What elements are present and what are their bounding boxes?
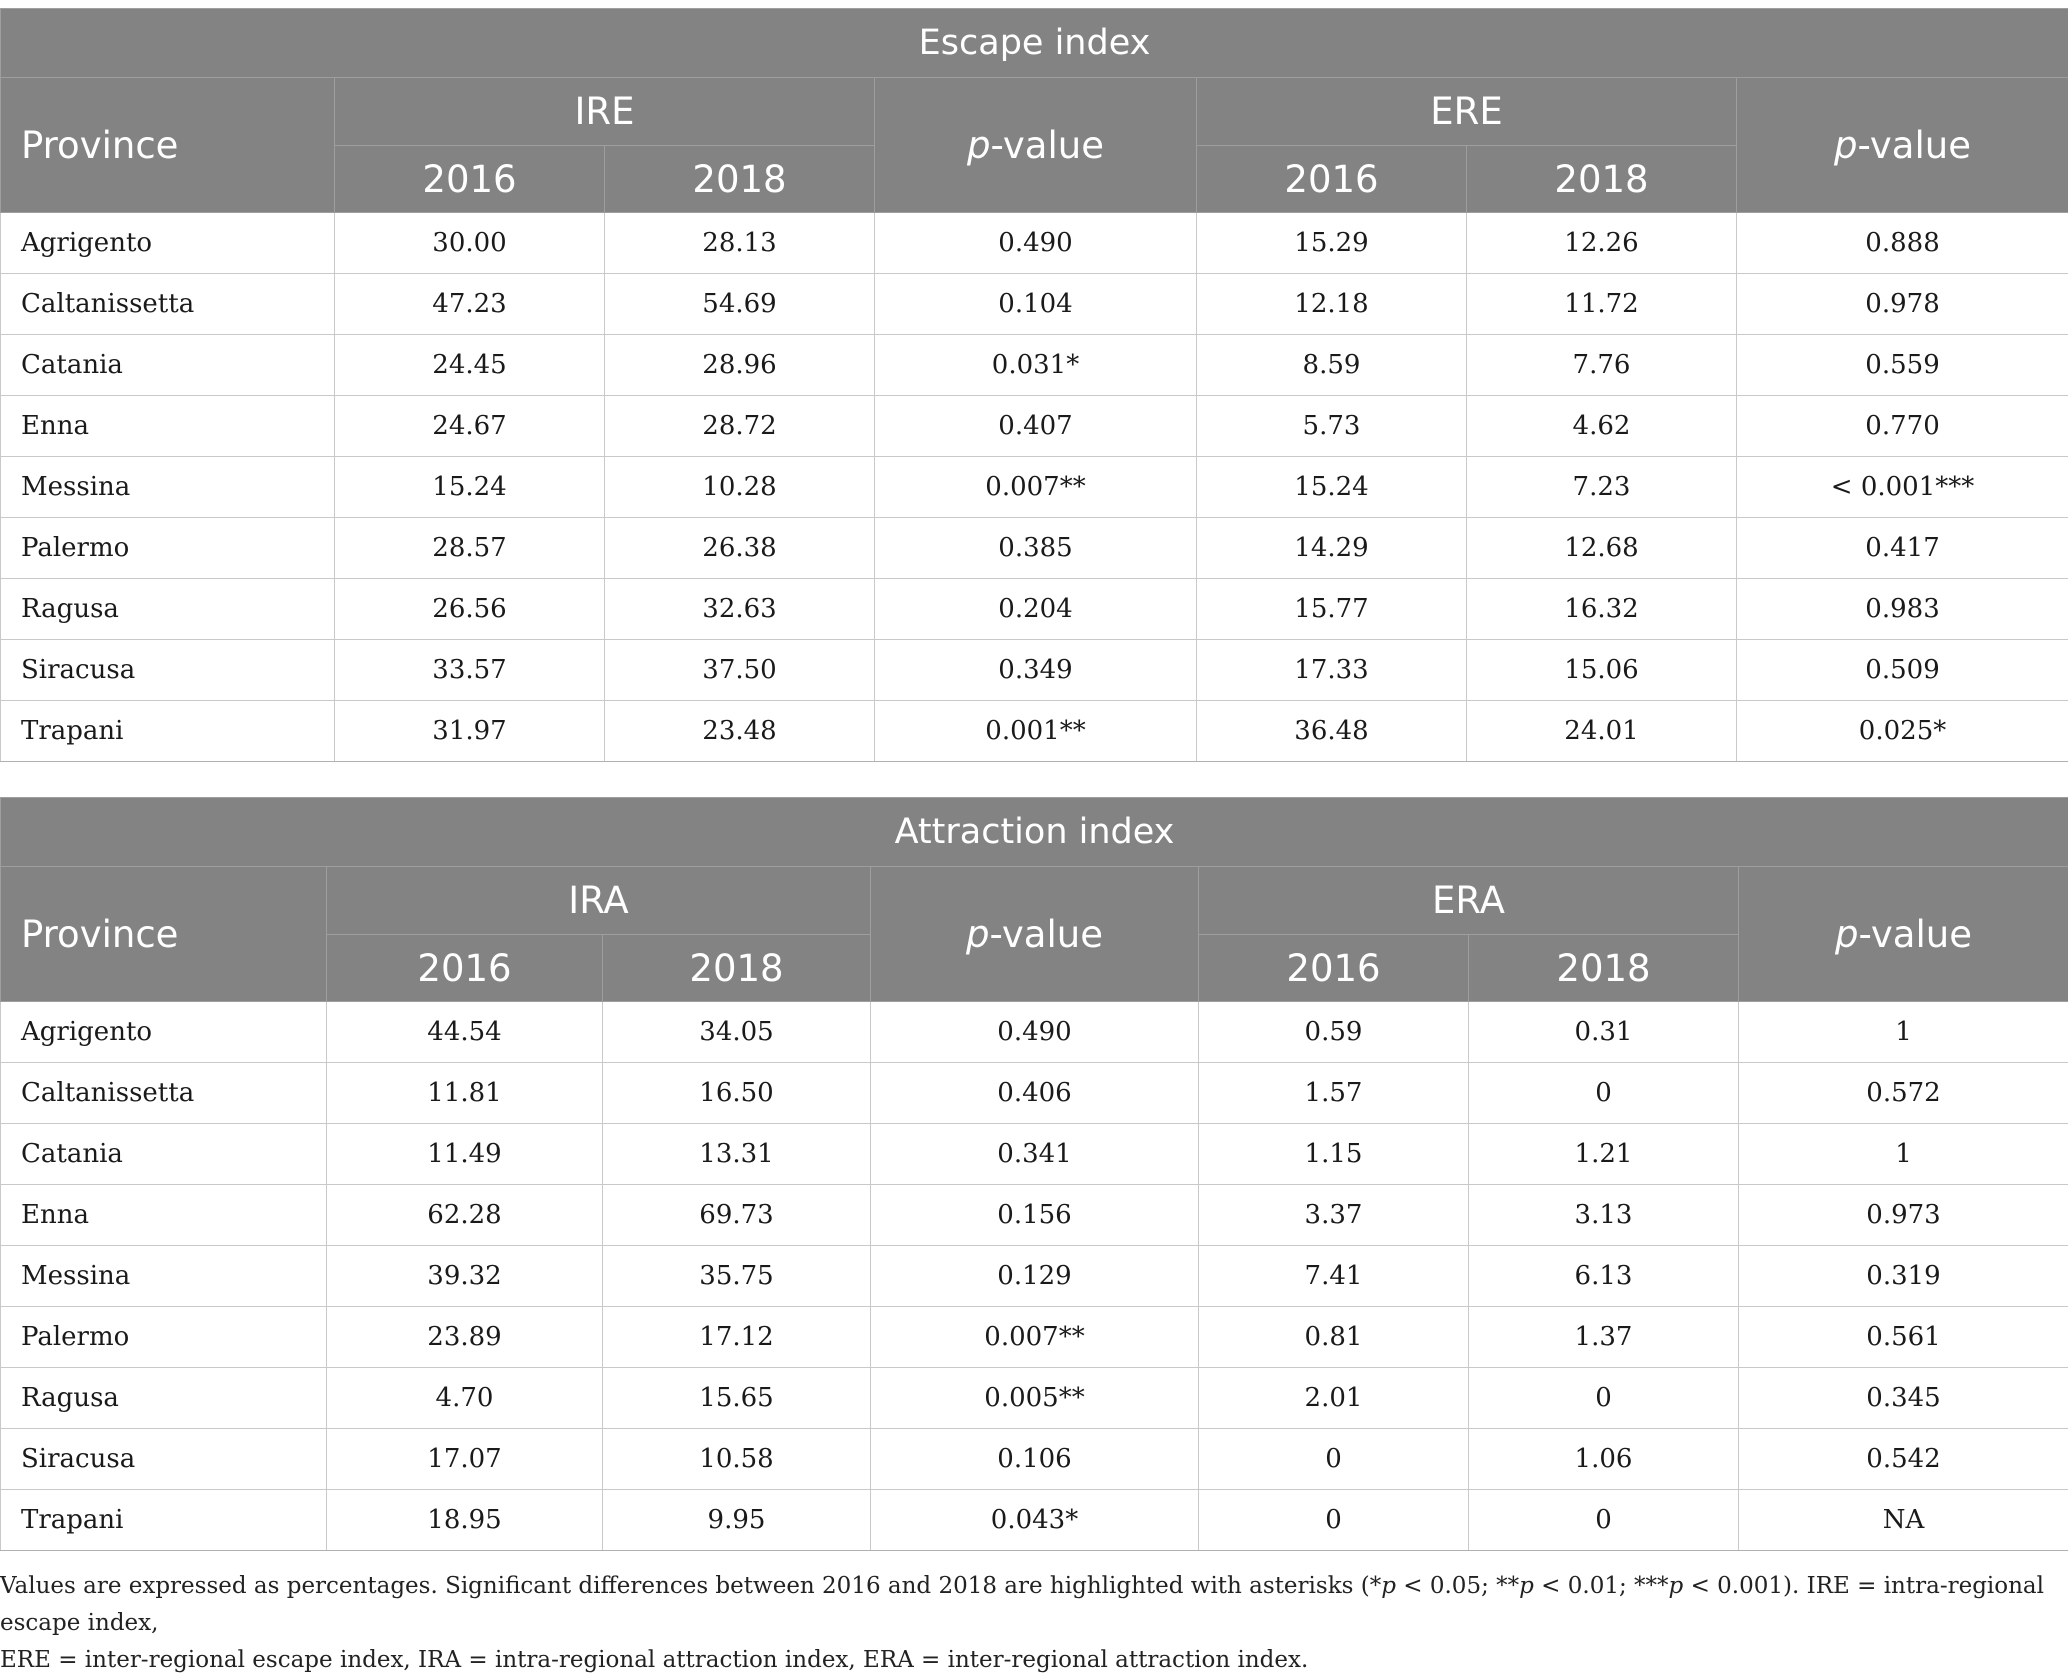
value-cell-2016: 0.59 <box>1199 1002 1469 1063</box>
value-cell-2016: 2.01 <box>1199 1368 1469 1429</box>
pvalue-cell: 0.106 <box>871 1429 1199 1490</box>
table-row <box>1 518 2068 579</box>
value-cell-2018: 35.75 <box>603 1246 871 1307</box>
province-cell: Enna <box>1 396 335 457</box>
value-cell-2018: 7.76 <box>1467 335 1737 396</box>
table-row <box>1 1246 2068 1307</box>
province-cell: Agrigento <box>1 213 335 274</box>
pvalue-cell: 0.770 <box>1737 396 2068 457</box>
province-cell: Messina <box>1 457 335 518</box>
value-cell-2016: 12.18 <box>1197 274 1467 335</box>
value-cell-2016: 15.24 <box>1197 457 1467 518</box>
province-cell: Siracusa <box>1 1429 327 1490</box>
ire-2018-header: 2018 <box>605 146 875 213</box>
value-cell-2016: 3.37 <box>1199 1185 1469 1246</box>
value-cell-2018: 28.96 <box>605 335 875 396</box>
table-row <box>1 701 2068 762</box>
pvalue-cell: 0.156 <box>871 1185 1199 1246</box>
province-cell: Agrigento <box>1 1002 327 1063</box>
table-row <box>1 1429 2068 1490</box>
ira-2018-header: 2018 <box>603 935 871 1002</box>
pvalue-cell: 0.204 <box>875 579 1197 640</box>
value-cell-2018: 17.12 <box>603 1307 871 1368</box>
province-column-header: Province <box>1 78 335 213</box>
pvalue-cell: 0.001** <box>875 701 1197 762</box>
value-cell-2018: 16.32 <box>1467 579 1737 640</box>
table-row <box>1 274 2068 335</box>
value-cell-2018: 10.28 <box>605 457 875 518</box>
pvalue-cell: 0.043* <box>871 1490 1199 1551</box>
table-row <box>1 640 2068 701</box>
table-row <box>1 1307 2068 1368</box>
value-cell-2018: 13.31 <box>603 1124 871 1185</box>
value-cell-2016: 30.00 <box>335 213 605 274</box>
pvalue-cell: 1 <box>1739 1124 2068 1185</box>
value-cell-2018: 0.31 <box>1469 1002 1739 1063</box>
province-cell: Caltanissetta <box>1 274 335 335</box>
table-row <box>1 1185 2068 1246</box>
value-cell-2018: 34.05 <box>603 1002 871 1063</box>
ire-group-header: IRE <box>335 78 875 146</box>
value-cell-2016: 0.81 <box>1199 1307 1469 1368</box>
value-cell-2016: 4.70 <box>327 1368 603 1429</box>
value-cell-2016: 1.15 <box>1199 1124 1469 1185</box>
table-row <box>1 396 2068 457</box>
table-row <box>1 579 2068 640</box>
era-group-header: ERA <box>1199 867 1739 935</box>
province-cell: Palermo <box>1 1307 327 1368</box>
era-pvalue-header: p-value <box>1739 867 2068 1002</box>
attraction-index-table <box>0 797 2068 1551</box>
province-cell: Trapani <box>1 701 335 762</box>
value-cell-2018: 1.06 <box>1469 1429 1739 1490</box>
value-cell-2018: 11.72 <box>1467 274 1737 335</box>
pvalue-cell: 0.104 <box>875 274 1197 335</box>
value-cell-2016: 7.41 <box>1199 1246 1469 1307</box>
table-row <box>1 1002 2068 1063</box>
value-cell-2018: 37.50 <box>605 640 875 701</box>
province-cell: Caltanissetta <box>1 1063 327 1124</box>
value-cell-2016: 15.77 <box>1197 579 1467 640</box>
value-cell-2018: 1.37 <box>1469 1307 1739 1368</box>
pvalue-cell: 0.007** <box>875 457 1197 518</box>
province-column-header: Province <box>1 867 327 1002</box>
value-cell-2018: 7.23 <box>1467 457 1737 518</box>
escape-table-caption: Escape index <box>1 9 2068 78</box>
value-cell-2016: 33.57 <box>335 640 605 701</box>
value-cell-2016: 5.73 <box>1197 396 1467 457</box>
value-cell-2016: 18.95 <box>327 1490 603 1551</box>
value-cell-2018: 24.01 <box>1467 701 1737 762</box>
value-cell-2016: 23.89 <box>327 1307 603 1368</box>
value-cell-2016: 24.45 <box>335 335 605 396</box>
table-footnote: Values are expressed as percentages. Significant differences between 2016 and 2018 are highlighted with asterisks (*p < 0.05; **p < 0.01; ***p < 0.001). IRE = intra-regional escape index, ERE = inter-regional escape index, IRA = intra-regional attraction index, ERA = inter-regional attraction index. <box>0 1568 2060 1679</box>
value-cell-2018: 69.73 <box>603 1185 871 1246</box>
value-cell-2018: 28.72 <box>605 396 875 457</box>
table-row <box>1 1063 2068 1124</box>
value-cell-2016: 26.56 <box>335 579 605 640</box>
value-cell-2018: 12.26 <box>1467 213 1737 274</box>
pvalue-cell: 0.385 <box>875 518 1197 579</box>
table-row <box>1 335 2068 396</box>
value-cell-2018: 9.95 <box>603 1490 871 1551</box>
ira-pvalue-header: p-value <box>871 867 1199 1002</box>
ere-2016-header: 2016 <box>1197 146 1467 213</box>
ira-group-header: IRA <box>327 867 871 935</box>
value-cell-2016: 0 <box>1199 1490 1469 1551</box>
pvalue-cell: 0.345 <box>1739 1368 2068 1429</box>
ere-2018-header: 2018 <box>1467 146 1737 213</box>
pvalue-cell: 0.407 <box>875 396 1197 457</box>
province-cell: Catania <box>1 1124 327 1185</box>
pvalue-cell: 0.973 <box>1739 1185 2068 1246</box>
value-cell-2018: 23.48 <box>605 701 875 762</box>
province-cell: Ragusa <box>1 579 335 640</box>
province-cell: Messina <box>1 1246 327 1307</box>
ere-pvalue-header: p-value <box>1737 78 2068 213</box>
pvalue-cell: 0.559 <box>1737 335 2068 396</box>
table-row <box>1 1368 2068 1429</box>
value-cell-2018: 0 <box>1469 1368 1739 1429</box>
ere-group-header: ERE <box>1197 78 1737 146</box>
pvalue-cell: 0.319 <box>1739 1246 2068 1307</box>
pvalue-cell: 0.490 <box>871 1002 1199 1063</box>
ire-2016-header: 2016 <box>335 146 605 213</box>
province-cell: Catania <box>1 335 335 396</box>
pvalue-cell: 0.025* <box>1737 701 2068 762</box>
province-cell: Siracusa <box>1 640 335 701</box>
value-cell-2018: 0 <box>1469 1063 1739 1124</box>
pvalue-cell: 0.349 <box>875 640 1197 701</box>
value-cell-2016: 44.54 <box>327 1002 603 1063</box>
pvalue-cell: < 0.001*** <box>1737 457 2068 518</box>
pvalue-cell: 0.542 <box>1739 1429 2068 1490</box>
value-cell-2018: 0 <box>1469 1490 1739 1551</box>
pvalue-cell: 0.561 <box>1739 1307 2068 1368</box>
ira-2016-header: 2016 <box>327 935 603 1002</box>
pvalue-cell: 0.978 <box>1737 274 2068 335</box>
value-cell-2018: 4.62 <box>1467 396 1737 457</box>
pvalue-cell: 0.509 <box>1737 640 2068 701</box>
pvalue-cell: 0.129 <box>871 1246 1199 1307</box>
value-cell-2016: 15.24 <box>335 457 605 518</box>
value-cell-2016: 17.33 <box>1197 640 1467 701</box>
pvalue-cell: 0.031* <box>875 335 1197 396</box>
pvalue-cell: NA <box>1739 1490 2068 1551</box>
value-cell-2016: 15.29 <box>1197 213 1467 274</box>
pvalue-cell: 0.888 <box>1737 213 2068 274</box>
table-row <box>1 213 2068 274</box>
value-cell-2018: 54.69 <box>605 274 875 335</box>
value-cell-2016: 8.59 <box>1197 335 1467 396</box>
era-2016-header: 2016 <box>1199 935 1469 1002</box>
value-cell-2016: 62.28 <box>327 1185 603 1246</box>
ire-pvalue-header: p-value <box>875 78 1197 213</box>
pvalue-cell: 0.406 <box>871 1063 1199 1124</box>
value-cell-2016: 31.97 <box>335 701 605 762</box>
value-cell-2018: 15.65 <box>603 1368 871 1429</box>
value-cell-2018: 3.13 <box>1469 1185 1739 1246</box>
era-2018-header: 2018 <box>1469 935 1739 1002</box>
table-row <box>1 1490 2068 1551</box>
pvalue-cell: 0.005** <box>871 1368 1199 1429</box>
value-cell-2016: 39.32 <box>327 1246 603 1307</box>
value-cell-2016: 28.57 <box>335 518 605 579</box>
value-cell-2016: 1.57 <box>1199 1063 1469 1124</box>
attraction-table-body <box>1 1002 2068 1551</box>
escape-table-body <box>1 213 2068 762</box>
value-cell-2016: 0 <box>1199 1429 1469 1490</box>
value-cell-2016: 14.29 <box>1197 518 1467 579</box>
value-cell-2016: 47.23 <box>335 274 605 335</box>
value-cell-2018: 6.13 <box>1469 1246 1739 1307</box>
pvalue-cell: 0.983 <box>1737 579 2068 640</box>
value-cell-2016: 24.67 <box>335 396 605 457</box>
value-cell-2018: 16.50 <box>603 1063 871 1124</box>
value-cell-2018: 15.06 <box>1467 640 1737 701</box>
province-cell: Ragusa <box>1 1368 327 1429</box>
pvalue-cell: 0.490 <box>875 213 1197 274</box>
value-cell-2016: 36.48 <box>1197 701 1467 762</box>
value-cell-2016: 17.07 <box>327 1429 603 1490</box>
value-cell-2018: 1.21 <box>1469 1124 1739 1185</box>
pvalue-cell: 0.572 <box>1739 1063 2068 1124</box>
table-row <box>1 1124 2068 1185</box>
value-cell-2018: 10.58 <box>603 1429 871 1490</box>
value-cell-2018: 12.68 <box>1467 518 1737 579</box>
attraction-table-caption: Attraction index <box>1 798 2068 867</box>
pvalue-cell: 0.417 <box>1737 518 2068 579</box>
table-row <box>1 457 2068 518</box>
escape-index-table <box>0 8 2068 762</box>
province-cell: Trapani <box>1 1490 327 1551</box>
value-cell-2018: 32.63 <box>605 579 875 640</box>
pvalue-cell: 1 <box>1739 1002 2068 1063</box>
value-cell-2016: 11.81 <box>327 1063 603 1124</box>
province-cell: Palermo <box>1 518 335 579</box>
value-cell-2016: 11.49 <box>327 1124 603 1185</box>
pvalue-cell: 0.007** <box>871 1307 1199 1368</box>
pvalue-cell: 0.341 <box>871 1124 1199 1185</box>
value-cell-2018: 28.13 <box>605 213 875 274</box>
province-cell: Enna <box>1 1185 327 1246</box>
value-cell-2018: 26.38 <box>605 518 875 579</box>
